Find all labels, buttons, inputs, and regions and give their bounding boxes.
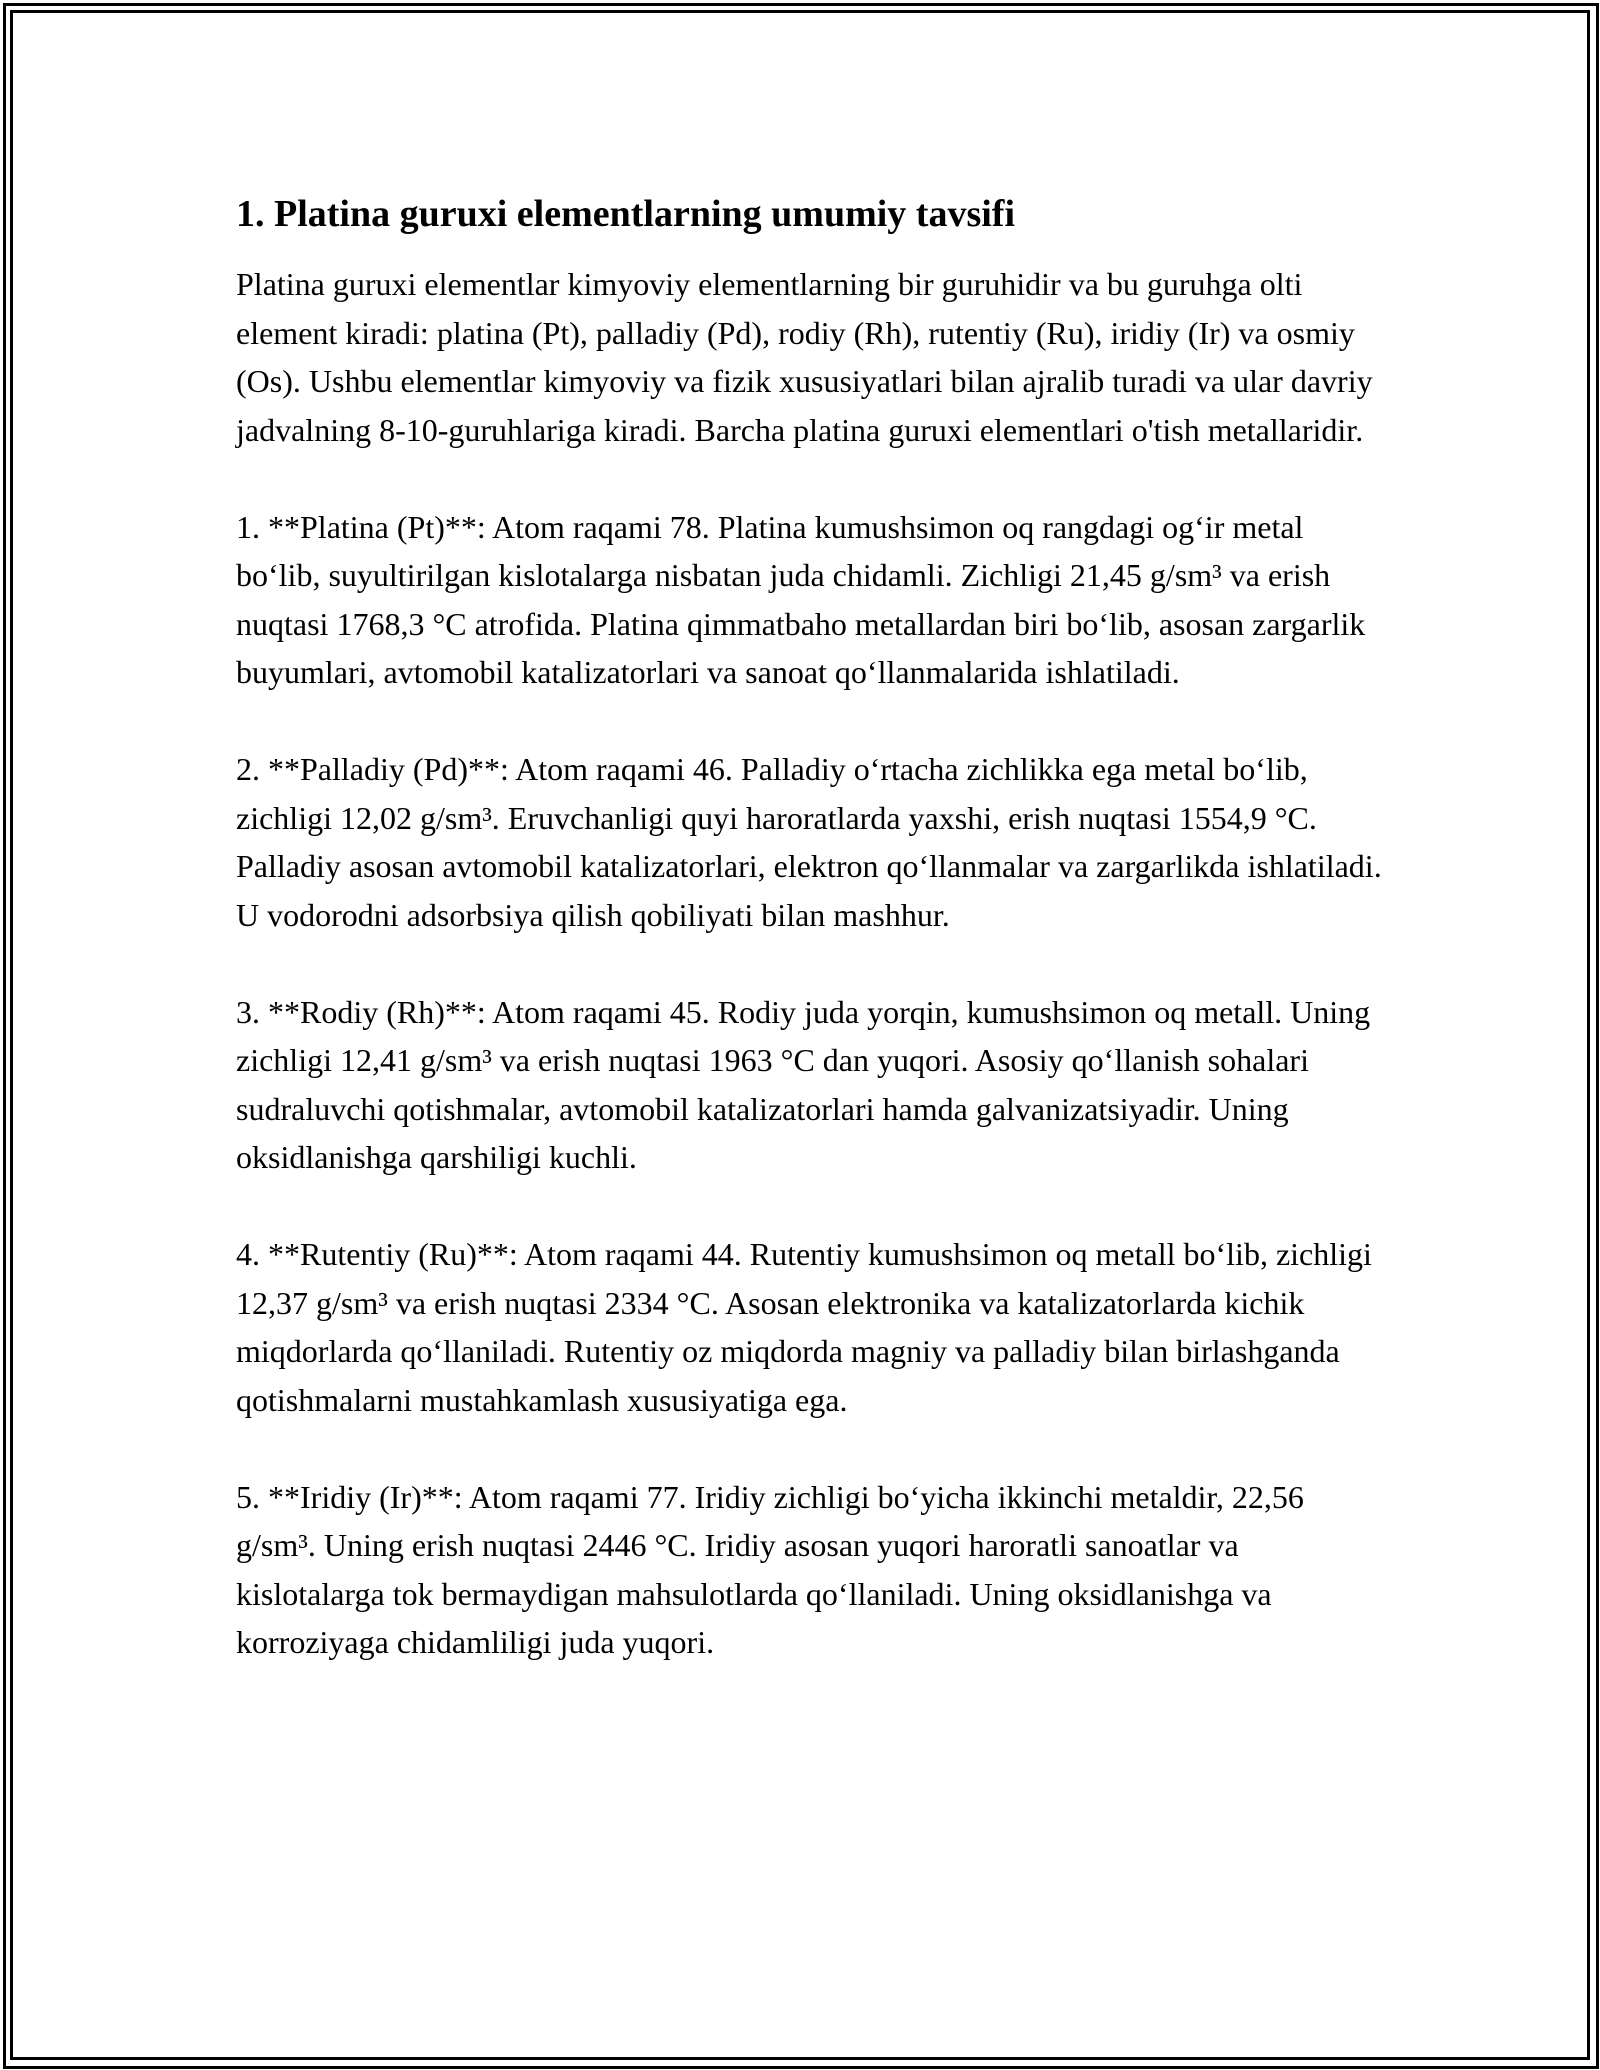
palladiy-paragraph: 2. **Palladiy (Pd)**: Atom raqami 46. Palladiy o‘rtacha zichlikka ega metal bo‘lib, zichligi 12,02 g/sm³. Eruvchanligi quyi haroratlarda yaxshi, erish nuqtasi 1554,9 °C. Palladiy asosan avtomobil katalizatorlari, elektron qo‘llanmalar va zargarlikda ishlatiladi. U vodorodni adsorbsiya qilish qobiliyati bilan mashhur. <box>236 751 1382 933</box>
rodiy-paragraph: 3. **Rodiy (Rh)**: Atom raqami 45. Rodiy juda yorqin, kumushsimon oq metall. Uning zichligi 12,41 g/sm³ va erish nuqtasi 1963 °C dan yuqori. Asosiy qo‘llanish sohalari sudraluvchi qotishmalar, avtomobil katalizatorlari hamda galvanizatsiyadir. Uning oksidlanishga qarshiligi kuchli. <box>236 993 1371 1175</box>
section-heading: 1. Platina guruxi elementlarning umumiy tavsifi <box>236 193 1015 235</box>
platina-paragraph: 1. **Platina (Pt)**: Atom raqami 78. Platina kumushsimon oq rangdagi og‘ir metal bo‘lib, suyultirilgan kislotalarga nisbatan juda chidamli. Zichligi 21,45 g/sm³ va erish nuqtasi 1768,3 °C atrofida. Platina qimmatbaho metallardan biri bo‘lib, asosan zargarlik buyumlari, avtomobil katalizatorlari va sanoat qo‘llanmalarida ishlatiladi. <box>236 508 1366 690</box>
document-body <box>236 186 1386 1715</box>
rutentiy-paragraph: 4. **Rutentiy (Ru)**: Atom raqami 44. Rutentiy kumushsimon oq metall bo‘lib, zichligi 12,37 g/sm³ va erish nuqtasi 2334 °C. Asosan elektronika va katalizatorlarda kichik miqdorlarda qo‘llaniladi. Rutentiy oz miqdorda magniy va palladiy bilan birlashganda qotishmalarni mustahkamlash xususiyatiga ega. <box>236 1236 1372 1418</box>
intro-paragraph: Platina guruxi elementlar kimyoviy elementlarning bir guruhidir va bu guruhga olti element kiradi: platina (Pt), palladiy (Pd), rodiy (Rh), rutentiy (Ru), iridiy (Ir) va osmiy (Os). Ushbu elementlar kimyoviy va fizik xususiyatlari bilan ajralib turadi va ular davriy jadvalning 8-10-guruhlariga kiradi. Barcha platina guruxi elementlari o'tish metallaridir. <box>236 266 1373 448</box>
iridiy-paragraph: 5. **Iridiy (Ir)**: Atom raqami 77. Iridiy zichligi bo‘yicha ikkinchi metaldir, 22,56 g/sm³. Uning erish nuqtasi 2446 °C. Iridiy asosan yuqori haroratli sanoatlar va kislotalarga tok bermaydigan mahsulotlarda qo‘llaniladi. Uning oksidlanishga va korroziyaga chidamliligi juda yuqori. <box>236 1478 1304 1660</box>
